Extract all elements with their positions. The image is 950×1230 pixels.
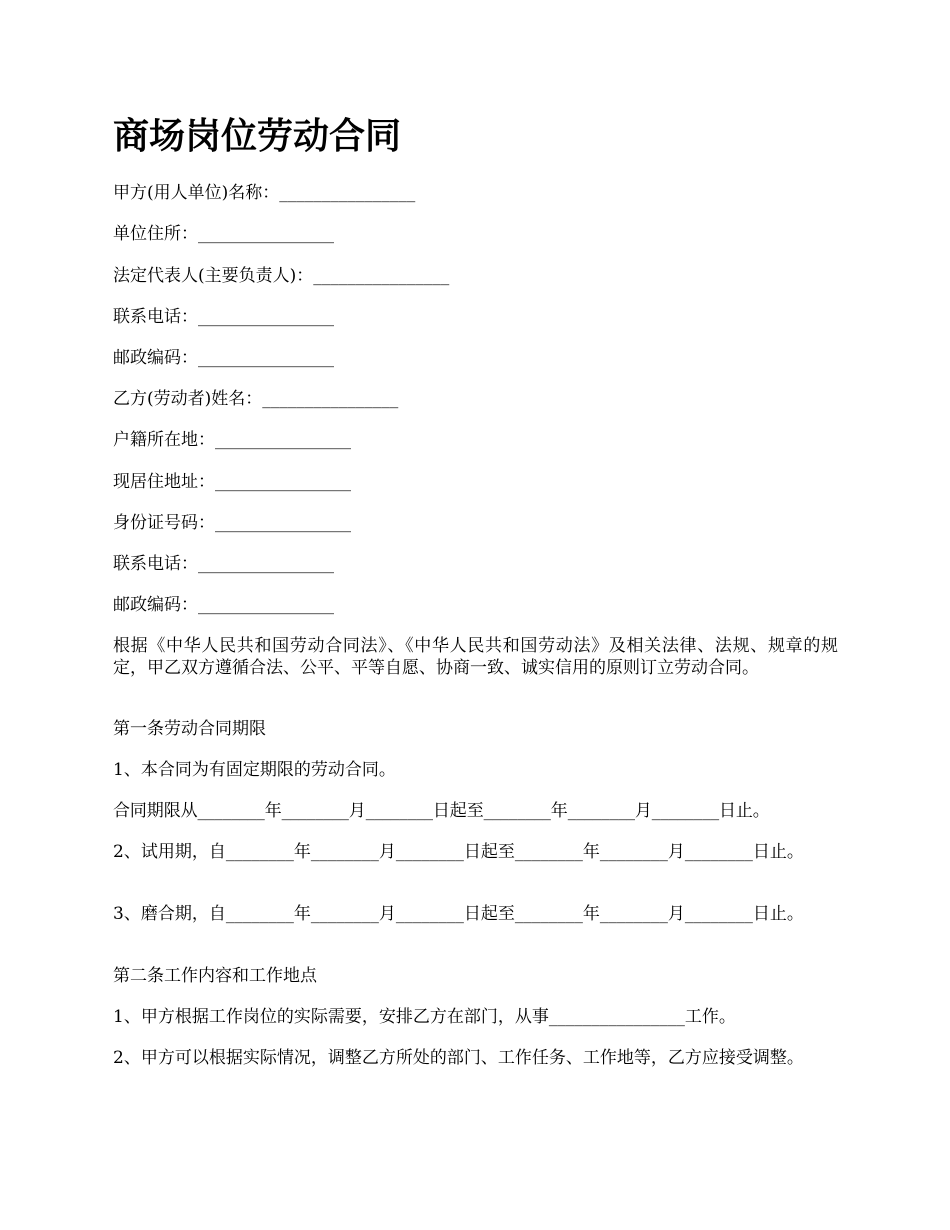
party-b-id-line: 身份证号码：________________ [113, 513, 351, 533]
party-a-name-line: 甲方(用人单位)名称：________________ [113, 183, 416, 203]
article2-item1: 1、甲方根据工作岗位的实际需要，安排乙方在部门，从事________________工作。 [113, 1007, 736, 1027]
party-b-postcode-line: 邮政编码：________________ [113, 595, 334, 615]
preamble-paragraph: 根据《中华人民共和国劳动合同法》、《中华人民共和国劳动法》及相关法律、法规、规章的规定，甲乙双方遵循合法、公平、平等自愿、协商一致、诚实信用的原则订立劳动合同。 [113, 636, 838, 678]
party-a-postcode-line: 邮政编码：________________ [113, 348, 334, 368]
party-b-phone-line: 联系电话：________________ [113, 554, 334, 574]
article1-item1: 1、本合同为有固定期限的劳动合同。 [113, 760, 396, 780]
article1-term-line: 合同期限从________年________月________日起至________年________月________日止。 [113, 801, 770, 821]
article2-item2: 2、甲方可以根据实际情况，调整乙方所处的部门、工作任务、工作地等，乙方应接受调整。 [113, 1048, 804, 1068]
party-a-address-line: 单位住所：________________ [113, 224, 334, 244]
article1-item2: 2、试用期，自________年________月________日起至________年________月________日止。 [113, 842, 804, 862]
party-b-household-line: 户籍所在地：________________ [113, 430, 351, 450]
party-a-phone-line: 联系电话：________________ [113, 307, 334, 327]
article2-heading: 第二条工作内容和工作地点 [113, 966, 317, 986]
article1-item3: 3、磨合期，自________年________月________日起至________年________月________日止。 [113, 904, 804, 924]
party-a-legal-rep-line: 法定代表人(主要负责人)：________________ [113, 266, 450, 286]
document-title: 商场岗位劳动合同 [113, 115, 402, 157]
party-b-residence-line: 现居住地址：________________ [113, 472, 351, 492]
article1-heading: 第一条劳动合同期限 [113, 719, 266, 739]
party-b-name-line: 乙方(劳动者)姓名：________________ [113, 389, 399, 409]
